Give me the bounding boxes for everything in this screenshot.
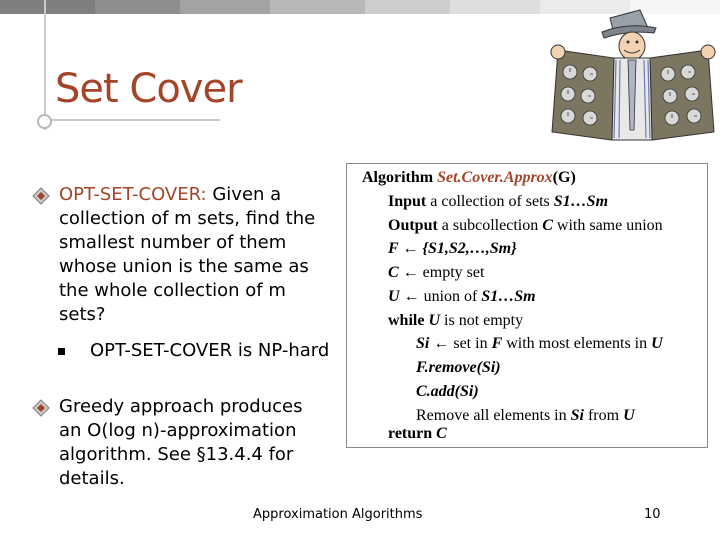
- algo-line-add: C.add(Si): [416, 383, 479, 400]
- sub-bullet-text: OPT-SET-COVER is NP-hard: [90, 340, 330, 361]
- algo-line-select: Si ← set in F with most elements in U: [416, 335, 663, 352]
- bullet-opt-set-cover: [32, 183, 322, 327]
- bullet-text: Greedy approach produces an O(log n)-approximation algorithm. See §13.4.4 for details.: [59, 396, 303, 489]
- footer-title: Approximation Algorithms: [253, 507, 423, 522]
- algo-line-output: Output a subcollection C with same union: [388, 217, 663, 234]
- page-number: 10: [644, 507, 661, 522]
- bullet-greedy-approach: [32, 395, 322, 491]
- algo-line-init-u: U ← union of S1…Sm: [388, 288, 536, 305]
- title-circle-ornament: [37, 114, 52, 129]
- algo-line-while: while U is not empty: [388, 312, 524, 329]
- square-bullet-icon: [58, 348, 65, 355]
- algo-line-input: Input a collection of sets S1…Sm: [388, 193, 609, 210]
- algo-line-remove-elements: Remove all elements in Si from U: [416, 407, 635, 424]
- man-showing-coat-illustration: [528, 0, 720, 150]
- slide-title: Set Cover: [55, 66, 242, 112]
- algo-line-return: return C: [388, 425, 447, 442]
- diamond-bullet-icon: [32, 399, 50, 417]
- title-vertical-rule: [44, 0, 46, 130]
- algo-line-header: Algorithm Set.Cover.Approx(G): [362, 169, 576, 186]
- algo-line-init-c: C ← empty set: [388, 264, 485, 281]
- title-underline: [42, 119, 220, 121]
- algorithm-box: [346, 163, 708, 448]
- diamond-bullet-icon: [32, 187, 50, 205]
- bullet-body: Given a collection of m sets, find the smallest number of them whose union is the same as the whole collection of m sets?: [59, 184, 316, 325]
- bullet-prefix: OPT-SET-COVER:: [59, 184, 207, 205]
- algo-line-remove: F.remove(Si): [416, 359, 501, 376]
- algo-line-init-f: F ← {S1,S2,…,Sm}: [388, 240, 517, 257]
- sub-bullet-np-hard: [58, 339, 358, 363]
- bullet-text: [59, 183, 322, 327]
